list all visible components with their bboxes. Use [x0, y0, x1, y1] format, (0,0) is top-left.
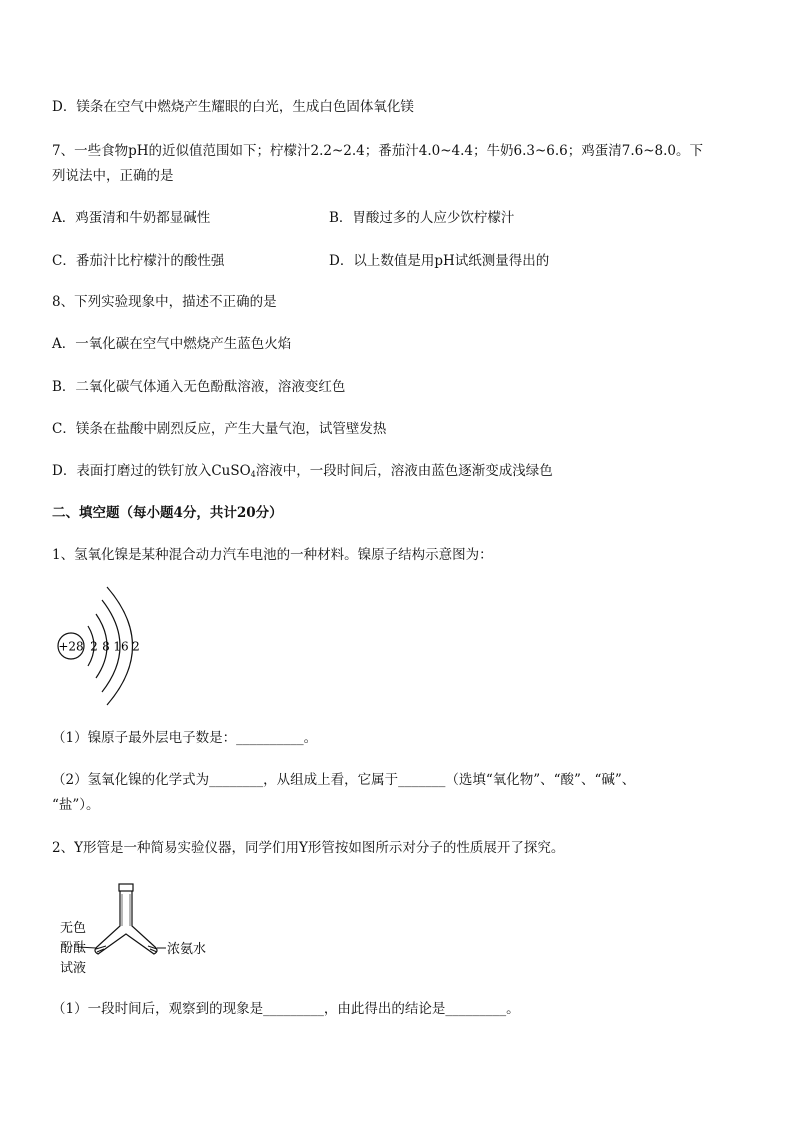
shell-electrons-3: 16 — [113, 639, 129, 654]
q8-option-a: A．一氧化碳在空气中燃烧产生蓝色火焰 — [52, 336, 292, 352]
fill1-part1: （1）镍原子最外层电子数是：__________。 — [52, 730, 318, 746]
shell-electrons-4: 2 — [132, 639, 140, 654]
q7-stem-line1: 7、一些食物pH的近似值范围如下；柠檬汁2.2~2.4；番茄汁4.0~4.4；牛奶6.3~6.6；鸡蛋清7.6~8.0。下 — [52, 143, 704, 159]
section2-title: 二、填空题（每小题4分，共计20分） — [52, 505, 283, 521]
y-tube-body — [95, 891, 157, 954]
q8-option-d-subscript: 4 — [250, 470, 256, 479]
left-label-line-1: 无色 — [60, 921, 87, 936]
left-label-line-2: 酚酞 — [60, 941, 87, 956]
y-tube-stopper — [119, 884, 133, 891]
fill1-part2-line1: （2）氢氧化镍的化学式为________，从组成上看，它属于_______（选填“氧化物”、“酸”、“碱”、 — [52, 772, 636, 788]
fill1-part2-line2: “盐”）。 — [52, 797, 100, 813]
nickel-atom-structure-diagram — [52, 582, 162, 712]
q7-option-b: B．胃酸过多的人应少饮柠檬汁 — [329, 210, 515, 226]
fill2-part1: （1）一段时间后，观察到的现象是_________，由此得出的结论是_________。 — [52, 1001, 520, 1017]
nucleus-charge: +28 — [58, 639, 84, 654]
q7-option-a: A．鸡蛋清和牛奶都显碱性 — [52, 210, 211, 226]
fill2-stem: 2、Y形管是一种简易实验仪器，同学们用Y形管按如图所示对分子的性质展开了探究。 — [52, 840, 565, 856]
q8-stem: 8、下列实验现象中，描述不正确的是 — [52, 294, 277, 310]
q7-option-d: D．以上数值是用pH试纸测量得出的 — [329, 253, 550, 269]
q8-option-d-text-before: D．表面打磨过的铁钉放入CuSO — [52, 463, 251, 479]
left-label-line-3: 试液 — [60, 961, 87, 976]
q8-option-c: C．镁条在盐酸中剧烈反应，产生大量气泡，试管壁发热 — [52, 421, 387, 437]
q6-option-d: D．镁条在空气中燃烧产生耀眼的白光，生成白色固体氧化镁 — [52, 99, 414, 115]
q7-stem-line2: 列说法中，正确的是 — [52, 168, 174, 184]
q8-option-b: B．二氧化碳气体通入无色酚酞溶液，溶液变红色 — [52, 379, 346, 395]
y-tube-diagram — [56, 880, 226, 980]
fill1-stem: 1、氢氧化镍是某种混合动力汽车电池的一种材料。镍原子结构示意图为： — [52, 547, 493, 563]
right-label: 浓氨水 — [167, 942, 207, 957]
q8-option-d — [52, 462, 553, 484]
q8-option-d-text-after: 溶液中，一段时间后，溶液由蓝色逐渐变成浅绿色 — [255, 463, 553, 479]
q7-option-c: C．番茄汁比柠檬汁的酸性强 — [52, 253, 225, 269]
shell-electrons-1: 2 — [90, 639, 98, 654]
shell-electrons-2: 8 — [102, 639, 110, 654]
